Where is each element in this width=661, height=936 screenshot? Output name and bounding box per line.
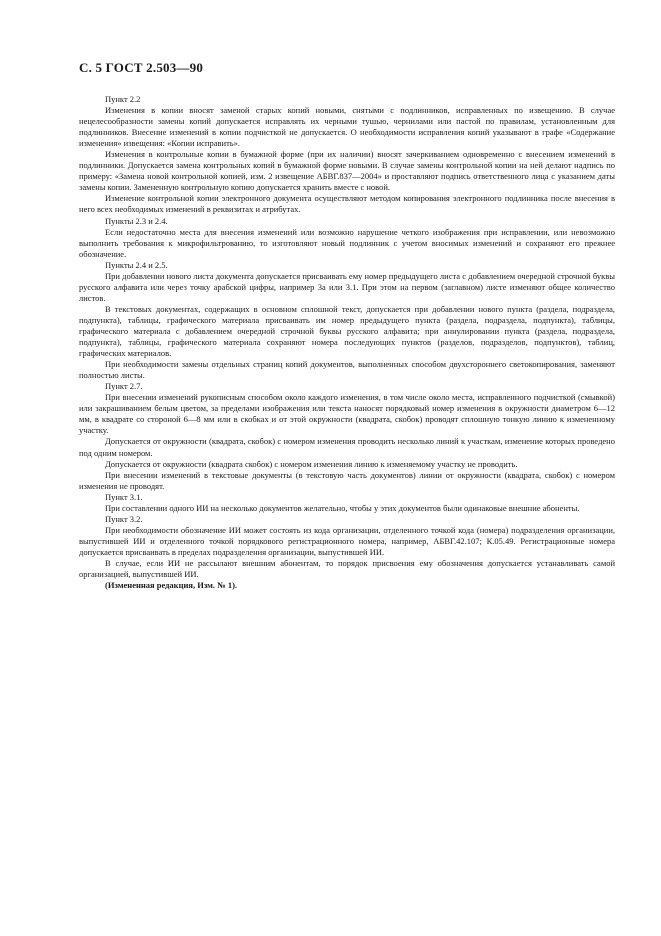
paragraph: При необходимости обозначение ИИ может состоять из кода организации, отделенного точкой кода (номера) подразделения организации, выпустившей ИИ и отделенного точкой порядкового регистрационного номера, например, АБВГ.42.107; К.05.49. Регистрационные номера допускается присваивать в пределах подразделения организации, выпустившей ИИ. <box>79 524 615 557</box>
paragraph: Изменения в контрольные копии в бумажной форме (при их наличии) вносят зачеркиванием одновременно с внесением изменений в подлинники. Допускается замена контрольных копий в бумажной форме новыми. В случае замены контрольной копии на ней делают надпись по примеру: «Замена новой контрольной копией, изм. 2 извещение АБВГ.837—2004» и проставляют подпись ответственного лица с указанием даты замены копии. Замененную контрольную копию допускается хранить вместе с новой. <box>79 149 615 193</box>
paragraph: Пункт 3.2. <box>105 513 143 524</box>
paragraph: В текстовых документах, содержащих в основном сплошной текст, допускается при добавлении нового пункта (раздела, подраздела, подпункта), таблицы, графического материала присваивать им номер предыдущего пункта (раздела, подраздела, подпункта), таблицы, графического материала с добавлением очередной строчной буквы русского алфавита; при аннулировании пункта (раздела, подраздела, подпункта), таблицы, графического материала сохраняют номера последующих пунктов (разделов, подразделов, подпунктов), таблиц, графических материалов. <box>79 303 615 359</box>
paragraph: Изменение контрольной копии электронного документа осуществляют методом копирования электронного подлинника после внесения в него всех необходимых изменений в реквизитах и атрибутах. <box>79 193 615 215</box>
paragraph: При внесении изменений в текстовые документы (в текстовую часть документов) линии от окружности (квадрата, скобок) с номером изменения не проводят. <box>79 469 615 491</box>
paragraph: (Измененная редакция, Изм. № 1). <box>105 580 238 591</box>
paragraph: При составлении одного ИИ на несколько документов желательно, чтобы у этих документов были одинаковые внешние абоненты. <box>105 502 580 513</box>
paragraph: Пункт 2.7. <box>105 381 143 392</box>
paragraph: Пункт 2.2 <box>105 94 141 104</box>
paragraph: Изменения в копии вносят заменой старых копий новыми, снятыми с подлинников, исправленных по извещению. В случае нецелесообразности замены копий допускается исправлять их черными тушью, чернилами или пастой по правилам, установленным для подлинников. Внесение изменений в копии подчисткой не допускается. О необходимости исправления копий указывают в графе «Содержание изменения» извещения: «Копии исправить». <box>79 105 615 149</box>
paragraph: Допускается от окружности (квадрата скобок) с номером изменения линию к изменяемому участку не проводить. <box>105 458 518 469</box>
paragraph: Допускается от окружности (квадрата, скобок) с номером изменения проводить несколько линий к участкам, изменение которых проведено под одним номером. <box>79 436 615 458</box>
paragraph: При необходимости замены отдельных страниц копий документов, выполненных способом двухстороннего светокопирования, заменяют полностью листы. <box>79 359 615 381</box>
paragraph: При добавлении нового листа документа допускается присваивать ему номер предыдущего листа с добавлением очередной строчной буквы русского алфавита или через точку арабской цифры, например 3а или 3.1. При этом на первом (заглавном) листе изменяют общее количество листов. <box>79 270 615 303</box>
paragraph: Если недостаточно места для внесения изменений или возможно нарушение четкого изображения при исправлении, или невозможно выполнить требования к микрофильтрованию, то изготовляют новый подлинник с учетом вносимых изменений и сохраняют его прежнее обозначение. <box>79 226 615 259</box>
paragraph: В случае, если ИИ не рассылают внешним абонентам, то порядок присвоения ему обозначения допускается устанавливать самой организацией, выпустившей ИИ. <box>79 557 615 580</box>
page-header: С. 5 ГОСТ 2.503—90 <box>79 60 204 75</box>
paragraph: Пункты 2.4 и 2.5. <box>105 259 168 270</box>
paragraph: Пункт 3.1. <box>105 491 143 502</box>
paragraph: Пункты 2.3 и 2.4. <box>105 215 168 226</box>
paragraph: При внесении изменений рукописным способом около каждого изменения, в том числе около места, исправленного подчисткой (смывкой) или закрашиванием белым цветом, за пределами изображения или текста наносят порядковый номер изменения в окружности диаметром 6—12 мм, в квадрате со стороной 6—8 мм или в скобках и от этой окружности (квадрата, скобок) проводят сплошную тонкую линию к измененному участку. <box>79 392 615 436</box>
document-body <box>79 94 615 591</box>
